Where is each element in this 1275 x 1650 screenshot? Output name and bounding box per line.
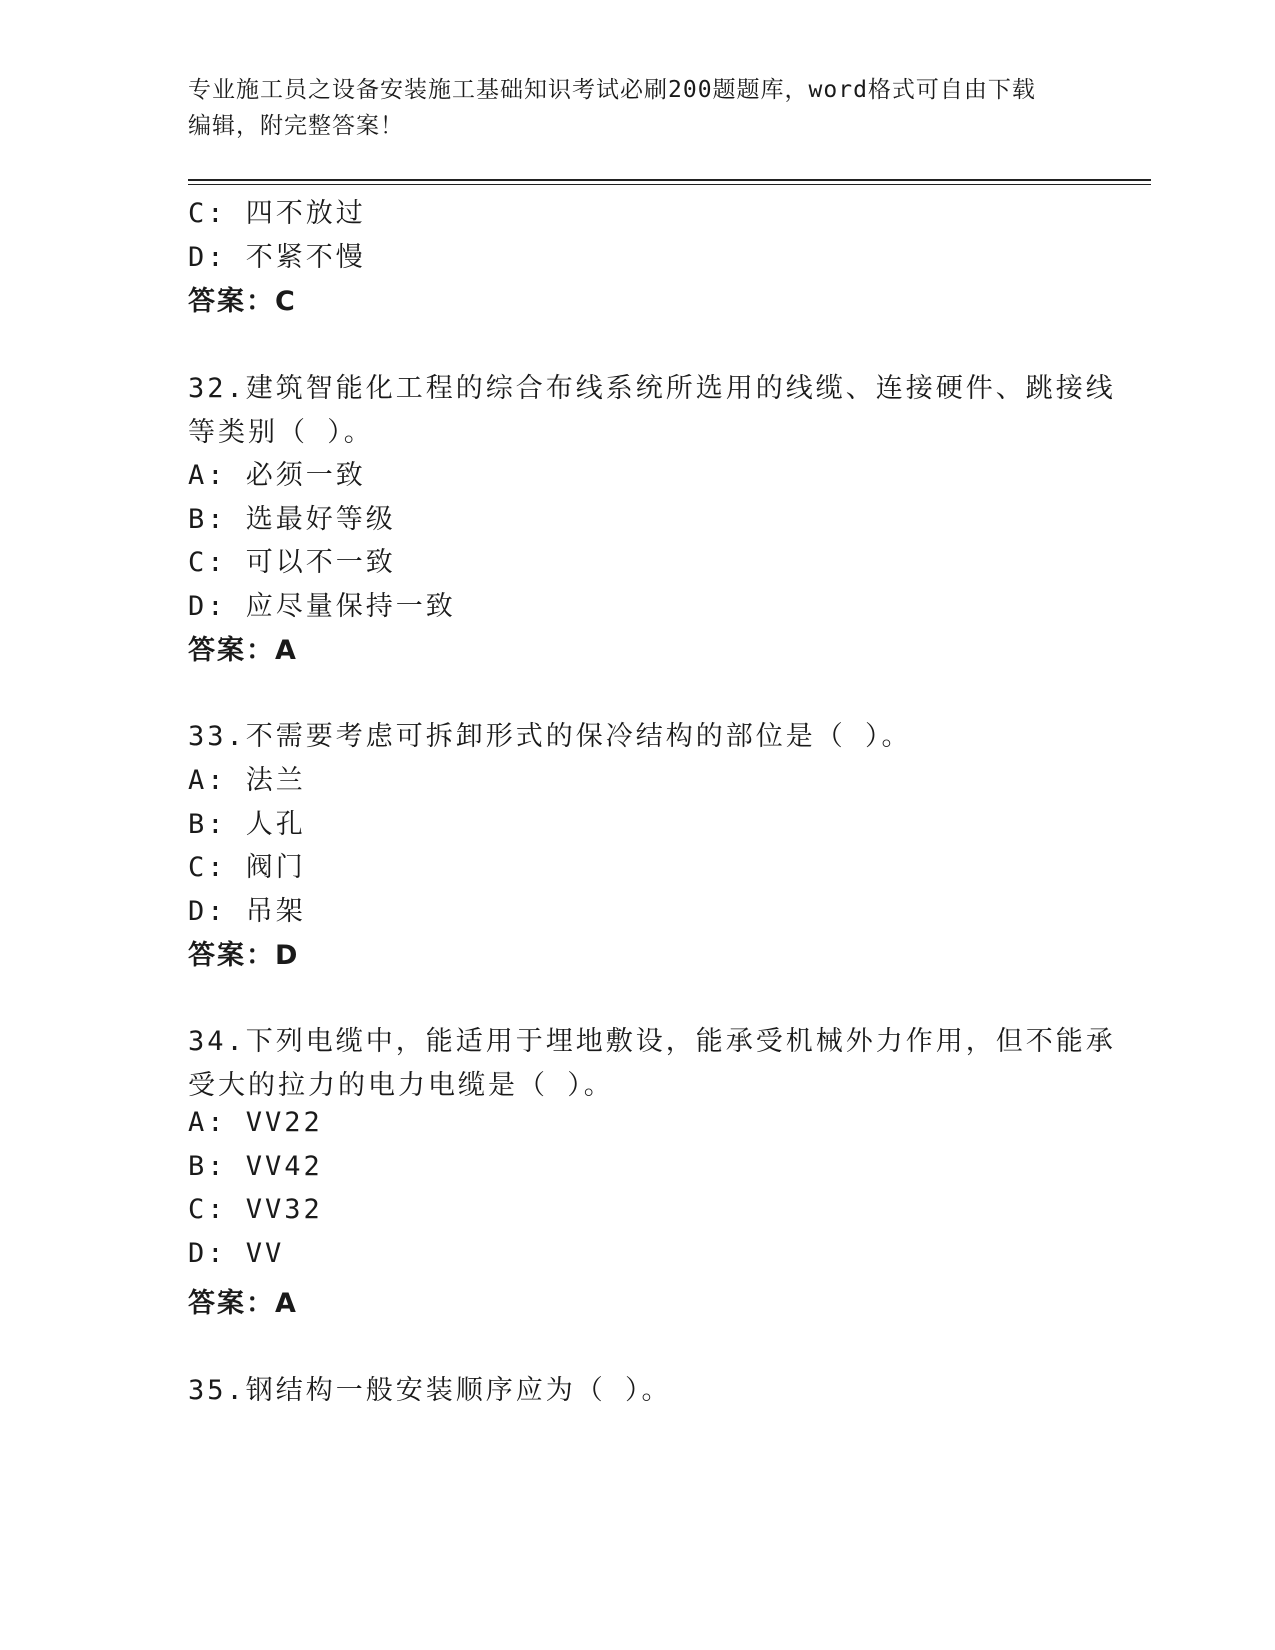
q34-answer: 答案：A	[188, 1288, 298, 1319]
q33-option-b: B: 人孔	[188, 809, 306, 840]
q35-stem-line-1: 35.钢结构一般安装顺序应为（ ）。	[188, 1375, 672, 1406]
q32-option-a: A: 必须一致	[188, 460, 366, 491]
q31-option-d: D: 不紧不慢	[188, 242, 366, 273]
q34-option-d: D: VV	[188, 1238, 285, 1269]
q34-option-b: B: VV42	[188, 1151, 323, 1182]
q33-option-d: D: 吊架	[188, 896, 306, 927]
header-rule-thin	[188, 184, 1151, 185]
document-header	[188, 72, 1088, 144]
q32-answer: 答案：A	[188, 635, 298, 666]
header-rule-thick	[188, 179, 1151, 181]
header-line-1: 专业施工员之设备安装施工基础知识考试必刷200题题库，word格式可自由下载	[188, 77, 1036, 103]
q32-option-b: B: 选最好等级	[188, 504, 396, 535]
q33-stem-line-1: 33.不需要考虑可拆卸形式的保冷结构的部位是（ ）。	[188, 721, 912, 752]
q33-answer: 答案：D	[188, 940, 300, 971]
q32-stem-line-2: 等类别（ ）。	[188, 417, 374, 448]
q32-stem-line-1: 32.建筑智能化工程的综合布线系统所选用的线缆、连接硬件、跳接线	[188, 373, 1116, 404]
header-line-2: 编辑，附完整答案！	[188, 113, 404, 139]
q34-stem-line-1: 34.下列电缆中，能适用于埋地敷设，能承受机械外力作用，但不能承	[188, 1026, 1116, 1057]
q32-option-d: D: 应尽量保持一致	[188, 591, 456, 622]
q34-stem-line-2: 受大的拉力的电力电缆是（ ）。	[188, 1070, 614, 1101]
q34-option-c: C: VV32	[188, 1194, 323, 1225]
q32-option-c: C: 可以不一致	[188, 547, 396, 578]
q31-answer: 答案：C	[188, 286, 297, 317]
q31-option-c: C: 四不放过	[188, 198, 366, 229]
q33-option-a: A: 法兰	[188, 765, 306, 796]
q33-option-c: C: 阀门	[188, 852, 306, 883]
q34-option-a: A: VV22	[188, 1107, 323, 1138]
